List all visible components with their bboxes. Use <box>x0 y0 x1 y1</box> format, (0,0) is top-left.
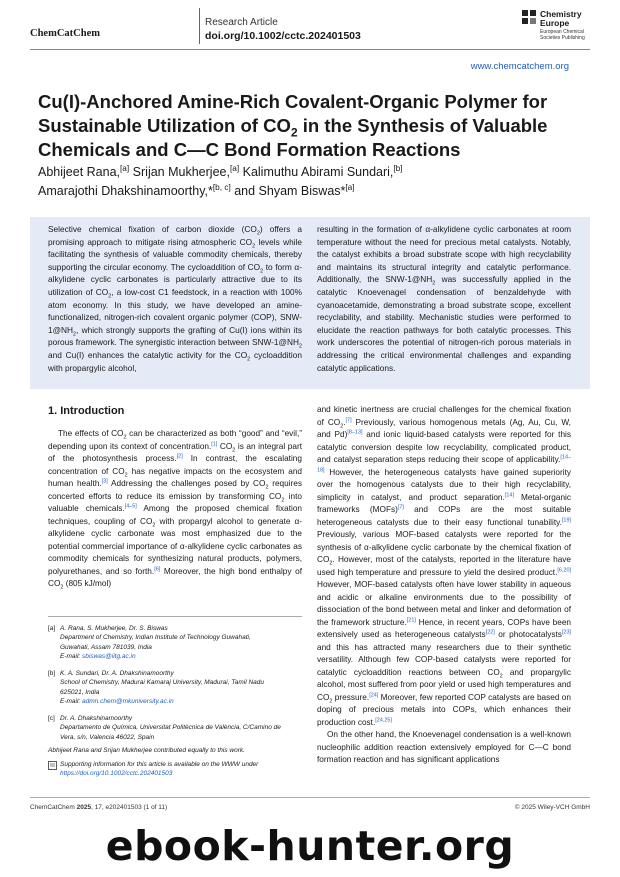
logo-sub-line2: Societies Publishing <box>540 35 585 41</box>
equal-contribution-note: Abhijeet Rana and Srijan Mukherjee contributed equally to this work. <box>48 747 245 754</box>
author-name: Srijan Mukherjee, <box>129 165 230 179</box>
affiliation-b: [b] K. A. Sundari, Dr. A. Dhakshinamoorthy School of Chemistry, Madurai Kamaraj University, Madurai, Tamil Nadu 625021, India E-mail: admn.chem@mkuniversity.ac.in <box>48 670 264 706</box>
citation-link[interactable]: [19] <box>561 516 571 523</box>
intro-paragraph-2: On the other hand, the Knoevenagel condensation is a well-known nucleophilic addition reaction extensively employed for C—C bond formation reaction and has significant applications <box>317 730 571 764</box>
author-line-2: Amarajothi Dhakshinamoorthy,*[b, c] and Shyam Biswas*[a] <box>38 182 355 198</box>
supporting-info-link[interactable]: https://doi.org/10.1002/cctc.202401503 <box>60 770 173 778</box>
title-line-2: Sustainable Utilization of $CO_2$ in the Synthesis of Valuable <box>38 115 548 140</box>
header-rule <box>30 49 590 50</box>
citation-link[interactable]: [24] <box>369 691 379 698</box>
title-line-1: Cu(I)-Anchored Amine-Rich Covalent-Organic Polymer for <box>38 91 548 112</box>
abstract-right-column: resulting in the formation of α-alkylidene cyclic carbonates at room temperature without the need for precious metal catalysts. Notably, the catalyst exhibits a broad substrate scope with high recyclability and maintains its structural integrity and catalytic performance. Additionally, the SNW-$1@NH_2$ was successfully applied in the catalytic Knoevenagel condensation of benzaldehyde with cyanoacetamide, demonstrating a broad substrate scope, excellent recyclability, and stability. Mechanistic studies were performed to elucidate the reaction pathways for both catalytic processes. This work underscores the potential of nitrogen-rich porous materials in addressing the critical environmental challenges and expanding catalytic applications. <box>317 224 571 373</box>
abstract-box <box>30 217 590 389</box>
author-name: Kalimuthu Abirami Sundari, <box>239 165 394 179</box>
intro-paragraph-1: The effects of $CO_2$ can be characterized as both “good” and “evil,” depending upon its context of concentration.[1] $CO_2$ is an integral part of the photosynthesis process.[2] In contrast, the escalating concentration of $CO_2$ has negative impacts on the ecosystem and human health.[3] Addressing the challenges posed by $CO_2$ requires concerted efforts to reduce its emission by transforming $CO_2$ into valuable chemicals.[4–5] Among the proposed chemical fixation techniques, coupling of $CO_2$ with propargyl alcohol to generate α-alkylidene cyclic carbonate was most emphasized due to the potential commercial importance of α-alkylidene cyclic carbonates as commodity chemicals for synthesizing natural products, polymers, polyurethanes, and so forth.[6] Moreover, the high bond enthalpy of $CO_2$ (805 kJ/mol) <box>48 429 303 591</box>
logo-title <box>540 10 582 28</box>
journal-url-link[interactable]: www.chemcatchem.org <box>470 61 569 72</box>
affiliation-c: [c] Dr. A. Dhakshinamoorthy Departamento de Química, Universitat Politècnica de València, C/Camino de Vera, s/n, Valencia 46022, Spain <box>48 715 281 741</box>
affiliation-rule <box>48 616 302 617</box>
email-link[interactable]: admn.chem@mkuniversity.ac.in <box>82 698 174 706</box>
citation-link[interactable]: [3] <box>101 478 108 485</box>
email-link[interactable]: sbiswas@iitg.ac.in <box>82 653 136 661</box>
title-line-3: Chemicals and C—C Bond Formation Reactions <box>38 139 461 160</box>
citation-link[interactable]: [14] <box>504 491 514 498</box>
author-name: Amarajothi Dhakshinamoorthy,* <box>38 184 213 198</box>
citation-link[interactable]: [6,20] <box>557 566 571 573</box>
footer-rule <box>30 797 590 798</box>
supporting-info-icon <box>48 761 57 770</box>
chemistry-europe-logo-icon <box>522 10 536 24</box>
journal-name: ChemCatChem <box>30 28 100 39</box>
logo-subtitle <box>540 29 610 41</box>
intro-right-column <box>317 404 571 767</box>
citation-link[interactable]: [1] <box>211 440 218 447</box>
footer-citation: ChemCatChem 2025, 17, e202401503 (1 of 11) <box>30 804 168 811</box>
intro-left-column <box>48 428 302 591</box>
author-list <box>38 163 578 201</box>
watermark: ebook-hunter.org <box>105 822 515 870</box>
citation-link[interactable]: [23] <box>561 629 571 636</box>
logo-sub-line1: European Chemical <box>540 29 584 35</box>
affiliation-a: [a] A. Rana, S. Mukherjee, Dr. S. Biswas Department of Chemistry, Indian Institute of Technology Guwahati, Guwahati, Assam 781039, India E-mail: sbiswas@iitg.ac.in <box>48 625 251 661</box>
citation-link[interactable]: [22] <box>485 629 495 636</box>
citation-link[interactable]: [24,25] <box>375 716 392 723</box>
author-line-1: Abhijeet Rana,[a] Srijan Mukherjee,[a] Kalimuthu Abirami Sundari,[b] <box>38 163 403 179</box>
logo-title-line1: Chemistry <box>540 9 582 19</box>
logo-title-line2: Europe <box>540 18 570 28</box>
footer-copyright: © 2025 Wiley-VCH GmbH <box>514 804 590 811</box>
section-heading-introduction: 1. Introduction <box>48 405 125 417</box>
citation-link[interactable]: [14–18] <box>317 454 571 473</box>
article-title <box>38 90 598 162</box>
citation-link[interactable]: [21] <box>406 616 416 623</box>
intro-paragraph-1-cont: and kinetic inertness are crucial challenges for the chemical fixation of $CO_2.[7]$ Previously, various homogenous metals (Ag, Au, Cu, W, and Pd)[8–13] and ionic liquid-based catalysts were reported for this catalytic conversion despite low recyclability, complicated product, and catalyst separation steps reducing their scope of applicability.[14–18] However, the heterogeneous catalysts have gained superiority over the homogenous catalysts due to their high recyclability, simplicity in catalyst, and product separation.[14] Metal-organic frameworks (MOFs)[7] and COPs are the most suitable heterogeneous catalysts due to their easy functional tunability.[19] Previously, various MOF-based catalysts were reported for the synthesis of α-alkylidene cyclic carbonate by the chemical fixation of $CO_2$. However, most of the catalysts, reported in the literature have used high temperature and pressure to yield the desired product.[6,20] However, MOF-based catalysts often have lower stability in aqueous and acidic or alkaline environments due to the possibility of dissociation of the bond between metal and linker and deformation of the framework structure.[21] Hence, in recent years, COPs have been extensively used as heterogeneous catalysts[22] or photocatalysts[23] and this has attracted many researchers due to their synthetic versatility. Although few COP-based catalysts were reported for catalytic cycloaddition reactions between $CO_2$ and propargylic alcohol, most suffered from poor yield or used high temperatures and $CO_2$ pressure.[24] Moreover, few reported COP catalysts are based on doping of precious metals into COPs, which enhances their production cost.[24,25] <box>317 405 572 727</box>
supporting-info: Supporting information for this article is available on the WWW under https://doi.org/10.1002/cctc.202401503 <box>48 760 302 779</box>
article-type: Research Article <box>205 17 278 28</box>
author-name: and Shyam Biswas* <box>230 184 346 198</box>
citation-link[interactable]: [4–5] <box>124 503 137 510</box>
abstract-left-column: Selective chemical fixation of carbon dioxide $(CO_2)$ offers a promising approach to mitigate rising atmospheric $CO_2$ levels while facilitating the synthesis of valuable commodity chemicals, thereby supporting the circular economy. The cycloaddition of $CO_2$ to form α-alkylidene cyclic carbonates is particularly attractive due to its utilization of $CO_2$, a low-cost C1 feedstock, in a reaction with 100% atom economy. In this study, we have developed an amine-functionalized, nitrogen-rich covalent organic polymer (COP), SNW-$1@NH_2$, which strongly supports the grafting of Cu(I) ions within its porous framework. The synergistic interaction between SNW-$1@NH_2$ and Cu(I) enhances the catalytic activity for the $CO_2$ cycloaddition with propargylic alcohol, <box>48 224 303 373</box>
citation-link[interactable]: [8–13] <box>347 429 363 436</box>
author-name: Abhijeet Rana, <box>38 165 121 179</box>
citation-link[interactable]: [2] <box>176 453 183 460</box>
citation-link[interactable]: [7] <box>397 504 404 511</box>
header-doi-link[interactable]: doi.org/10.1002/cctc.202401503 <box>205 30 361 42</box>
citation-link[interactable]: [6] <box>154 565 161 572</box>
citation-link[interactable]: [7] <box>345 416 352 423</box>
header-divider <box>199 8 200 44</box>
